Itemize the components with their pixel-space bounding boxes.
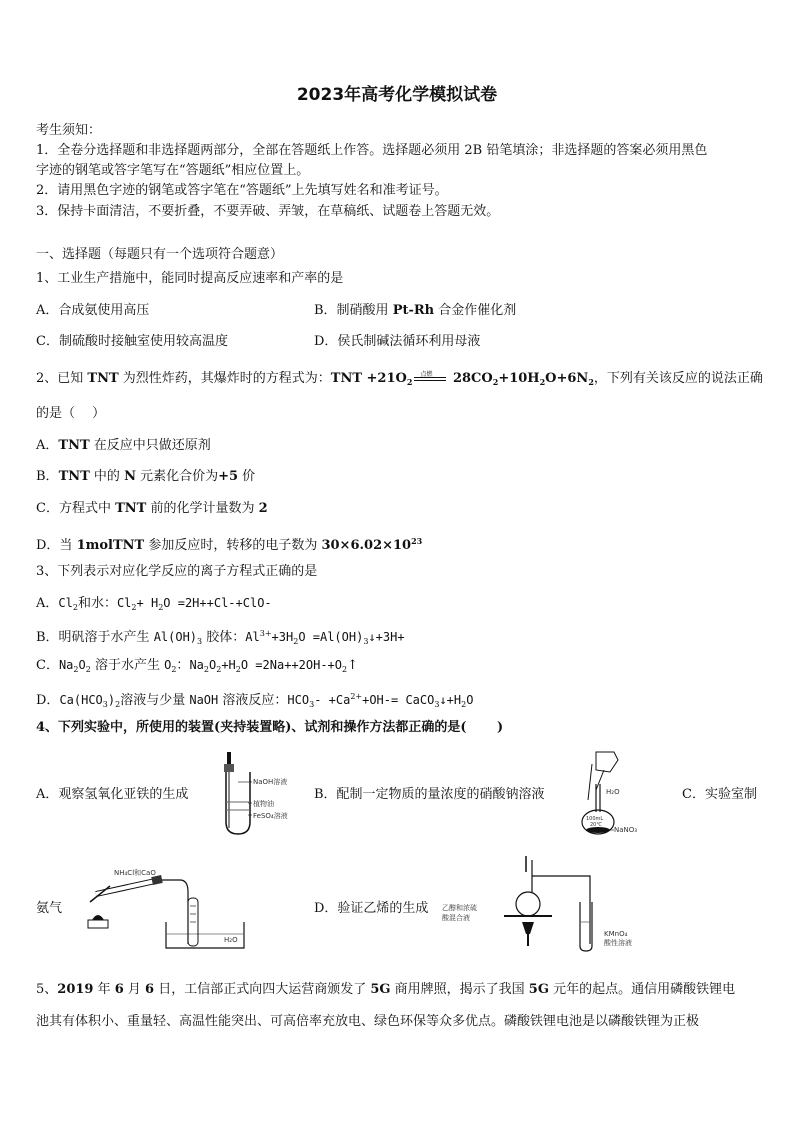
q3-option-a: A．$Cl_2$和水：$Cl_2+ H_2O =2H++Cl-+ClO-$ bbox=[36, 596, 272, 612]
q5-line-2: 池其有体积小、重量轻、高温性能突出、可高倍率充放电、绿色环保等众多优点。磷酸铁锂电池是以磷酸铁锂为正极 bbox=[36, 1014, 700, 1029]
label-acidic: 酸性溶液 bbox=[604, 939, 632, 947]
q4-option-b: B．配制一定物质的量浓度的硝酸钠溶液 bbox=[314, 787, 545, 802]
apparatus-a-figure bbox=[204, 750, 294, 840]
q4-option-c-cont: 氨气 bbox=[36, 901, 63, 916]
q1-option-d: D．侯氏制碱法循环利用母液 bbox=[314, 334, 481, 349]
q2-option-a: A．TNT 在反应中只做还原剂 bbox=[36, 438, 211, 453]
label-kmno4: KMnO₄ bbox=[604, 930, 628, 938]
q2-stem: 2、已知 TNT 为烈性炸药，其爆炸时的方程式为：TNT $+21O_2$ 点燃 $28CO_2+10H_2O+6N_2$，下列有关该反应的说法正确 bbox=[36, 370, 763, 387]
label-nano3: NaNO₃ bbox=[614, 826, 638, 834]
q2-option-c: C．方程式中 TNT 前的化学计量数为 2 bbox=[36, 501, 268, 516]
label-feso4: FeSO₄溶液 bbox=[253, 812, 288, 820]
q1-option-a: A．合成氨使用高压 bbox=[36, 303, 150, 318]
label-nh4cl-cao: NH₄Cl和CaO bbox=[114, 869, 156, 877]
q4-option-d: D．验证乙烯的生成 bbox=[314, 901, 429, 916]
q3-stem: 3、下列表示对应化学反应的离子方程式正确的是 bbox=[36, 564, 318, 579]
apparatus-b-figure bbox=[566, 750, 656, 840]
q2-option-d: D．当 1molTNT 参加反应时，转移的电子数为 $30\times 6.02\times 10^{23}$ bbox=[36, 536, 423, 553]
q5-line-1: 5、2019 年 6 月 6 日，工信部正式向四大运营商颁发了 5G 商用牌照，揭示了我国 5G 元年的起点。通信用磷酸铁锂电 bbox=[36, 982, 736, 997]
section-heading: 一、选择题（每题只有一个选项符合题意） bbox=[36, 247, 284, 262]
q1-option-c: C．制硫酸时接触室使用较高温度 bbox=[36, 334, 228, 349]
label-naoh: NaOH溶液 bbox=[253, 778, 288, 786]
q2-stem-cont: 的是（ ） bbox=[36, 406, 106, 421]
notice-line-2: 2．请用黑色字迹的钢笔或答字笔在“答题纸”上先填写姓名和准考证号。 bbox=[36, 183, 448, 198]
label-oil: 植物油 bbox=[253, 800, 274, 808]
notice-line-1b: 字迹的钢笔或答字笔写在“答题纸”相应位置上。 bbox=[36, 163, 310, 178]
notice-line-1a: 1．全卷分选择题和非选择题两部分，全部在答题纸上作答。选择题必须用 2B 铅笔填涂；非选择题的答案必须用黑色 bbox=[36, 143, 708, 158]
page-title: 2023年高考化学模拟试卷 bbox=[296, 85, 498, 105]
q4-stem: 4、下列实验中，所使用的装置(夹持装置略)、试剂和操作方法都正确的是( ) bbox=[36, 720, 504, 735]
label-ethanol: 乙醇和浓硫 bbox=[442, 904, 477, 912]
notice-heading: 考生须知： bbox=[36, 123, 102, 138]
q1-stem: 1、工业生产措施中，能同时提高反应速率和产率的是 bbox=[36, 271, 344, 286]
label-100ml: 100mL bbox=[586, 816, 604, 822]
notice-line-3: 3．保持卡面清洁，不要折叠，不要弄破、弄皱，在草稿纸、试题卷上答题无效。 bbox=[36, 204, 500, 219]
label-c-h2o: H₂O bbox=[224, 936, 238, 944]
q4-option-a: A．观察氢氧化亚铁的生成 bbox=[36, 787, 189, 802]
apparatus-c-figure bbox=[80, 862, 250, 952]
q1-option-b: B．制硝酸用 Pt-Rh 合金作催化剂 bbox=[314, 303, 517, 318]
q3-option-c: C．$Na_2O_2$ 溶于水产生 $O_2$：$Na_2O_2+H_2O$ $=2Na++2OH-+O_2↑$ bbox=[36, 658, 359, 674]
q4-option-c: C．实验室制 bbox=[682, 787, 757, 802]
label-acid-mix: 酸混合液 bbox=[442, 914, 470, 922]
label-20c: 20℃ bbox=[590, 822, 602, 828]
q2-option-b: B．TNT 中的 N 元素化合价为+5 价 bbox=[36, 469, 256, 484]
apparatus-d-figure bbox=[428, 852, 658, 952]
q3-option-b: B．明矾溶于水产生 $Al(OH)_3$ 胶体：$Al^{3+}+3H_2O$ $=Al(OH)_3↓+3H+$ bbox=[36, 629, 405, 646]
label-h2o: H₂O bbox=[606, 788, 620, 796]
q3-option-d: D．$Ca(HCO_3)_2$溶液与少量 NaOH 溶液反应：$HCO_3- +Ca^{2+}+OH-=$ $CaCO_3↓+H_2O$ bbox=[36, 692, 474, 709]
reaction-arrow: 点燃 bbox=[412, 373, 448, 385]
